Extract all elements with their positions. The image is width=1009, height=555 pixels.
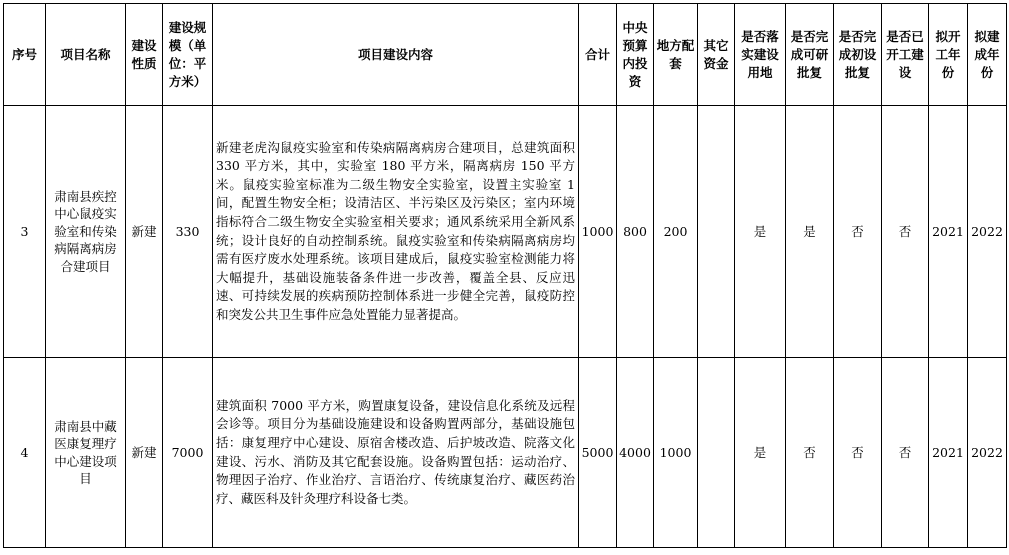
header-finish-year: 拟建成年份	[968, 4, 1007, 106]
cell-seq: 4	[4, 358, 46, 548]
header-scale: 建设规模（单位：平方米）	[163, 4, 213, 106]
cell-nature: 新建	[126, 358, 163, 548]
cell-design: 否	[834, 106, 882, 358]
header-local: 地方配套	[654, 4, 698, 106]
cell-feasibility: 否	[786, 358, 834, 548]
cell-start-year: 2021	[929, 106, 968, 358]
cell-total: 5000	[579, 358, 617, 548]
cell-local: 200	[654, 106, 698, 358]
header-design: 是否完成初设批复	[834, 4, 882, 106]
cell-finish-year: 2022	[968, 106, 1007, 358]
header-started: 是否已开工建设	[882, 4, 929, 106]
cell-scale: 330	[163, 106, 213, 358]
cell-project-name: 肃南县中藏医康复理疗中心建设项目	[46, 358, 126, 548]
cell-design: 否	[834, 358, 882, 548]
project-table-container	[3, 3, 1007, 548]
cell-nature: 新建	[126, 106, 163, 358]
cell-central: 800	[617, 106, 654, 358]
header-row	[4, 4, 1007, 106]
cell-content: 建筑面积 7000 平方米，购置康复设备，建设信息化系统及远程会诊等。项目分为基础设施建设和设备购置两部分，基础设施包括：康复理疗中心建设、原宿舍楼改造、后护坡改造、院落文化建设、污水、消防及其它配套设施。设备购置包括：运动治疗、物理因子治疗、作业治疗、言语治疗、传统康复治疗、藏医药治疗、藏医科及针灸理疗科设备七类。	[213, 358, 579, 548]
project-table	[3, 3, 1007, 548]
table-row	[4, 106, 1007, 358]
header-feasibility: 是否完成可研批复	[786, 4, 834, 106]
header-start-year: 拟开工年份	[929, 4, 968, 106]
cell-start-year: 2021	[929, 358, 968, 548]
cell-project-name: 肃南县疾控中心鼠疫实验室和传染病隔离病房合建项目	[46, 106, 126, 358]
cell-scale: 7000	[163, 358, 213, 548]
cell-feasibility: 是	[786, 106, 834, 358]
cell-seq: 3	[4, 106, 46, 358]
cell-local: 1000	[654, 358, 698, 548]
header-other: 其它资金	[698, 4, 735, 106]
cell-finish-year: 2022	[968, 358, 1007, 548]
cell-other	[698, 358, 735, 548]
cell-started: 否	[882, 106, 929, 358]
header-content: 项目建设内容	[213, 4, 579, 106]
table-row	[4, 358, 1007, 548]
header-nature: 建设性质	[126, 4, 163, 106]
cell-content: 新建老虎沟鼠疫实验室和传染病隔离病房合建项目，总建筑面积 330 平方米，其中，实验室 180 平方米，隔离病房 150 平方米。鼠疫实验室标准为二级生物安全实验室，设置主实验室 1 间，配置生物安全柜；设清洁区、半污染区及污染区；室内环境指标符合二级生物安全实验室相关要求；通风系统采用全新风系统；设计良好的自动控制系统。鼠疫实验室和传染病隔离病房均需有医疗废水处理系统。该项目建成后，鼠疫实验室检测能力将大幅提升，基础设施装备条件进一步改善，覆盖全县、反应迅速、可持续发展的疾病预防控制体系进一步健全完善，鼠疫防控和突发公共卫生事件应急处置能力显著提高。	[213, 106, 579, 358]
header-name: 项目名称	[46, 4, 126, 106]
cell-central: 4000	[617, 358, 654, 548]
header-land: 是否落实建设用地	[735, 4, 786, 106]
header-seq: 序号	[4, 4, 46, 106]
cell-land: 是	[735, 106, 786, 358]
cell-other	[698, 106, 735, 358]
cell-land: 是	[735, 358, 786, 548]
cell-started: 否	[882, 358, 929, 548]
header-central: 中央预算内投资	[617, 4, 654, 106]
cell-total: 1000	[579, 106, 617, 358]
header-total: 合计	[579, 4, 617, 106]
